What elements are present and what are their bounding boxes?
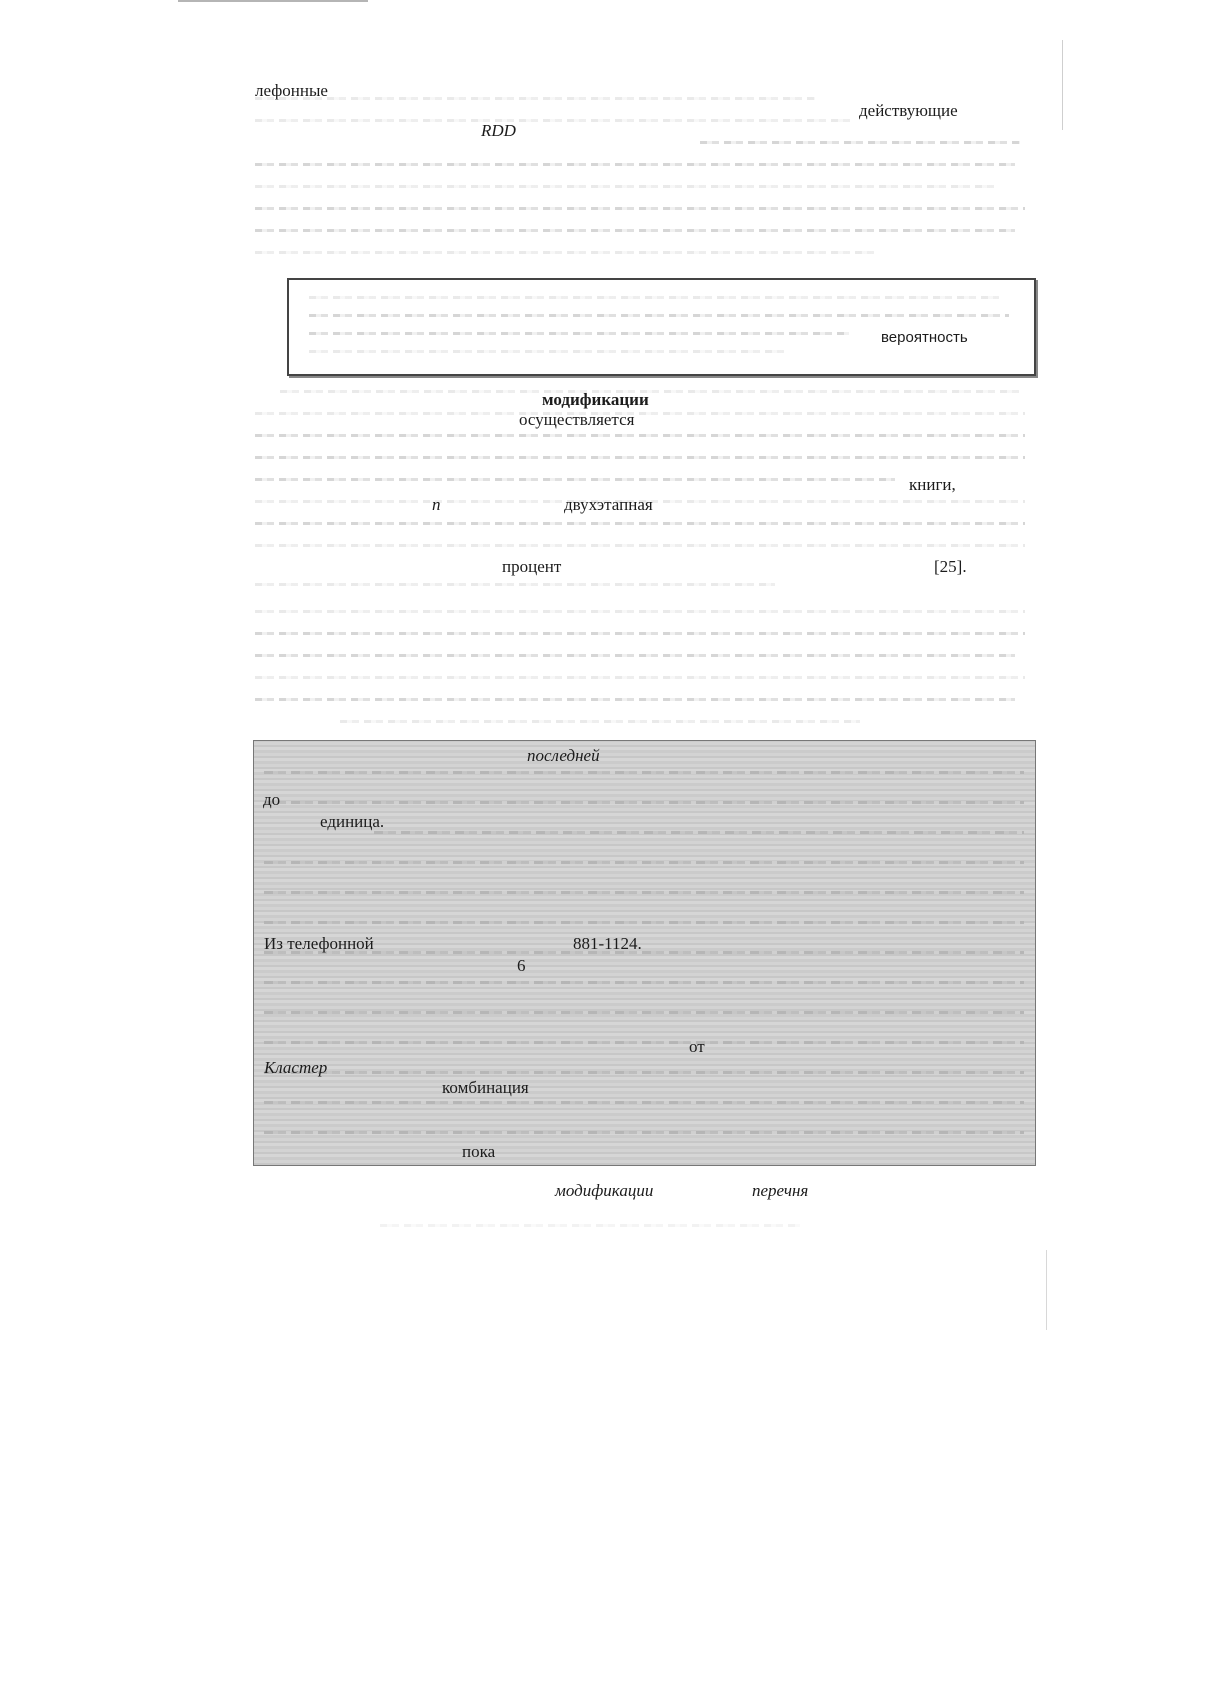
faded-text-line — [255, 676, 1025, 679]
faded-text-line — [255, 478, 895, 481]
word-posledney: последней — [527, 746, 600, 765]
faded-text-line — [264, 891, 1024, 894]
faded-text-line — [264, 1071, 1024, 1074]
word-modifikatsii-footer: модификации — [555, 1181, 654, 1200]
word-osushchestvlyaetsya: осуществляется — [519, 410, 635, 429]
word-n: n — [432, 495, 441, 514]
faded-text-line — [255, 632, 1025, 635]
faded-text-line — [374, 831, 1024, 834]
faded-text-line — [264, 921, 1024, 924]
faded-text-line — [264, 801, 1024, 804]
faded-text-line — [255, 229, 1015, 232]
faded-text-line — [309, 332, 849, 335]
word-iz-telefonnoy: Из телефонной — [264, 934, 374, 953]
faded-text-line — [264, 981, 1024, 984]
faded-text-line — [255, 434, 1025, 437]
word-veroyatnost: вероятность — [881, 329, 968, 346]
word-citation-25: [25]. — [934, 557, 967, 576]
faded-text-line — [255, 251, 875, 254]
framed-note-box — [287, 278, 1036, 376]
faded-text-line — [255, 610, 1025, 613]
faded-text-line — [255, 654, 1015, 657]
right-edge-mark — [1062, 40, 1063, 130]
faded-text-line — [700, 141, 1020, 144]
word-phone-range: 881-1124. — [573, 934, 642, 953]
word-lefonnye: лефонные — [255, 81, 328, 100]
faded-text-line — [255, 97, 815, 100]
faded-text-line — [380, 1224, 800, 1227]
word-ot: от — [689, 1037, 705, 1056]
faded-text-line — [255, 412, 1025, 415]
right-edge-mark-lower — [1046, 1250, 1047, 1330]
faded-text-line — [309, 350, 789, 353]
word-six: 6 — [517, 956, 526, 975]
faded-text-line — [264, 1011, 1024, 1014]
word-rdd: RDD — [481, 121, 516, 140]
faded-text-line — [264, 1101, 1024, 1104]
word-deistvuyushchie: действующие — [859, 101, 958, 120]
word-do: до — [263, 790, 281, 809]
faded-text-line — [309, 296, 999, 299]
faded-text-line — [255, 544, 1025, 547]
faded-text-line — [255, 207, 1025, 210]
faded-text-line — [255, 698, 1015, 701]
word-modifikatsii: модификации — [542, 390, 649, 409]
word-kombinatsiya: комбинация — [442, 1078, 529, 1097]
faded-text-line — [264, 1041, 1024, 1044]
faded-text-line — [340, 720, 860, 723]
faded-text-line — [264, 771, 1024, 774]
faded-text-line — [309, 314, 1009, 317]
faded-text-line — [255, 163, 1015, 166]
faded-text-line — [264, 951, 1024, 954]
word-poka: пока — [462, 1142, 496, 1161]
faded-text-line — [255, 522, 1025, 525]
word-klaster: Кластер — [264, 1058, 328, 1077]
faded-text-line — [280, 390, 1020, 393]
word-protsent: процент — [502, 557, 562, 576]
faded-text-line — [255, 185, 995, 188]
word-edinitsa: единица. — [320, 812, 385, 831]
word-knigi: книги, — [909, 475, 956, 494]
word-dvukhetapnaya: двухэтапная — [564, 495, 653, 514]
faded-text-line — [255, 119, 855, 122]
faded-text-line — [264, 861, 1024, 864]
faded-text-line — [264, 1131, 1024, 1134]
faded-text-line — [255, 456, 1025, 459]
top-edge-mark — [178, 0, 368, 2]
word-perechnya: перечня — [752, 1181, 809, 1200]
faded-text-line — [255, 583, 775, 586]
